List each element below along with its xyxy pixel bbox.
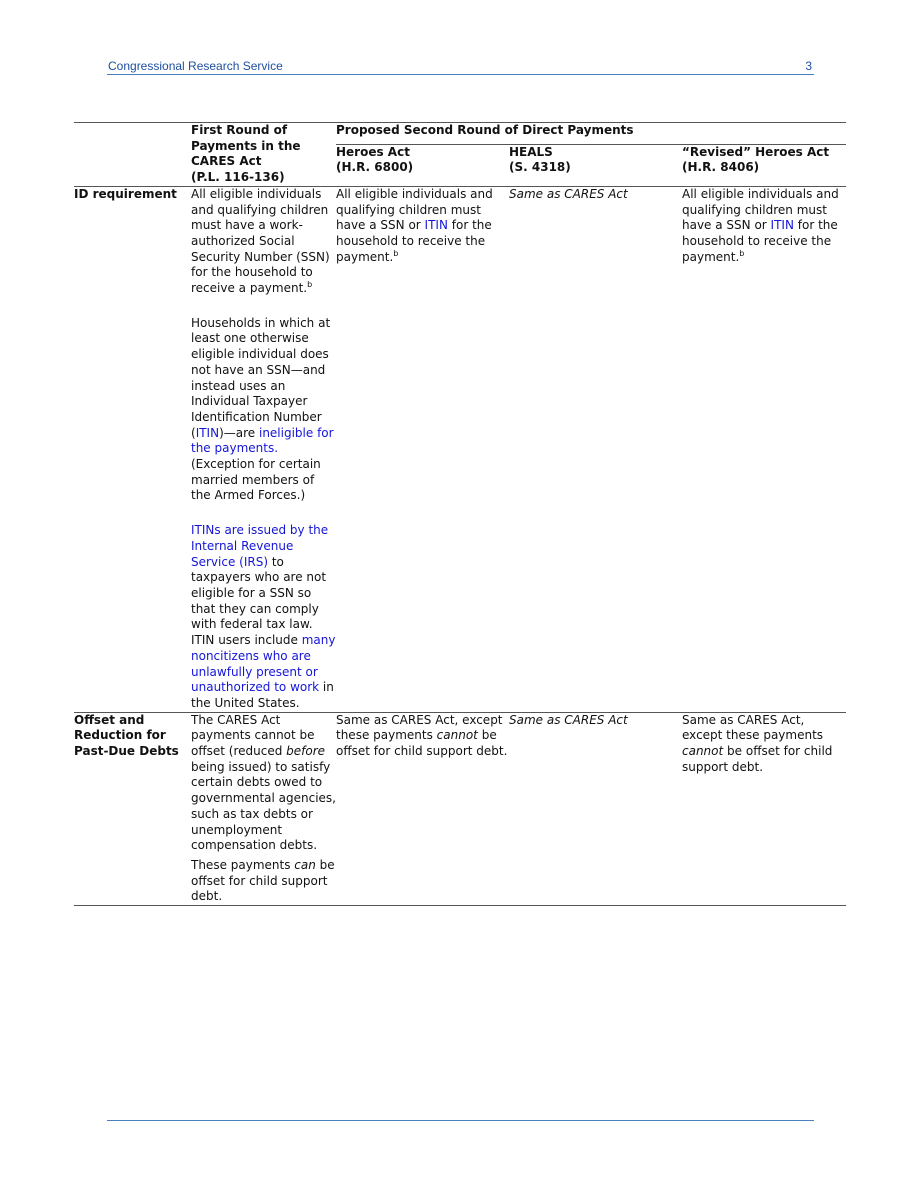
revised-offset-text: Same as CARES Act, except these payments xyxy=(682,712,824,743)
cell-heals-id: Same as CARES Act xyxy=(509,186,682,712)
noncitizens-link[interactable]: many noncitizens who are unlawfully present or unauthorized to work xyxy=(191,633,336,695)
cell-cares-id xyxy=(191,186,336,712)
header-first-round xyxy=(191,123,336,187)
cell-revised-id xyxy=(682,186,846,712)
heroes-offset-text: be offset for child support debt. xyxy=(336,728,508,759)
footnote-b: b xyxy=(393,248,399,258)
first-round-law: (P.L. 116-136) xyxy=(191,170,285,185)
footnote-b: b xyxy=(307,280,313,290)
cares-offset-text: These payments xyxy=(191,857,295,872)
heals-bill: (S. 4318) xyxy=(509,160,571,175)
cell-heals-offset: Same as CARES Act xyxy=(509,712,682,905)
itins-issued-link[interactable]: ITINs are issued by the Internal Revenue Service (IRS) xyxy=(191,523,329,569)
corner-header-cell xyxy=(74,123,191,187)
cell-heroes-id xyxy=(336,186,509,712)
cares-offset-text: being issued) to satisfy certain debts owed to governmental agencies, such as tax debts or unemployment compensation debts. xyxy=(191,759,336,853)
revised-id-text: for the household to receive the payment. xyxy=(682,218,838,264)
emphasis-text: can xyxy=(294,857,316,872)
itin-link[interactable]: ITIN xyxy=(195,425,220,440)
heroes-offset-text: Same as CARES Act, except these payments xyxy=(336,712,503,743)
cares-id-text: All eligible individuals and qualifying children must have a work-authorized Social Security Number (SSN) for the household to receive a payment. xyxy=(191,186,330,296)
cares-id-text: )—are xyxy=(219,425,259,440)
heroes-id-text: All eligible individuals and qualifying children must have a SSN or xyxy=(336,186,493,233)
table-row-offset xyxy=(74,712,846,905)
header-heroes-act xyxy=(336,144,509,186)
emphasis-text: cannot xyxy=(682,744,724,759)
cares-offset-text: be offset for child support debt. xyxy=(191,857,335,904)
table-row-id-requirement xyxy=(74,186,846,712)
direct-payments-comparison-table xyxy=(74,122,846,906)
cares-id-text: in the United States. xyxy=(191,680,334,710)
cares-id-text: Households in which at least one otherwise eligible individual does not have an SSN—and instead uses an Individual Taxpayer Identification Number ( xyxy=(191,315,331,440)
heroes-name: Heroes Act xyxy=(336,144,410,159)
revised-offset-text: be offset for child support debt. xyxy=(682,744,833,774)
header-revised-heroes-act xyxy=(682,144,846,186)
heroes-id-text: for the household to receive the payment. xyxy=(336,218,492,264)
footer-rule xyxy=(107,1120,814,1121)
emphasis-text: before xyxy=(286,744,326,759)
first-round-label: First Round of Payments in the CARES Act xyxy=(191,123,301,169)
row-label-id-requirement: ID requirement xyxy=(74,186,191,712)
ineligible-link[interactable]: ineligible for the payments. xyxy=(191,425,334,456)
header-heals xyxy=(509,144,682,186)
header-proposed-second-round: Proposed Second Round of Direct Payments xyxy=(336,123,846,145)
cares-offset-text: The CARES Act payments cannot be offset (reduced xyxy=(191,712,315,759)
page-header xyxy=(107,58,814,75)
cell-revised-offset xyxy=(682,712,846,905)
cares-id-text: to taxpayers who are not eligible for a SSN so that they can comply with federal tax law. ITIN users include xyxy=(191,554,327,648)
cell-heroes-offset xyxy=(336,712,509,905)
cares-id-text: (Exception for certain married members of the Armed Forces.) xyxy=(191,457,321,503)
revised-bill: (H.R. 8406) xyxy=(682,160,760,175)
page-number: 3 xyxy=(805,59,812,73)
footnote-b: b xyxy=(739,248,745,258)
emphasis-text: cannot xyxy=(436,728,478,743)
revised-name: “Revised” Heroes Act xyxy=(682,144,830,159)
header-title: Congressional Research Service xyxy=(108,59,283,73)
heroes-bill: (H.R. 6800) xyxy=(336,160,414,175)
row-label-offset: Offset and Reduction for Past-Due Debts xyxy=(74,712,191,905)
revised-id-text: All eligible individuals and qualifying children must have a SSN or xyxy=(682,186,839,233)
heals-name: HEALS xyxy=(509,144,553,159)
itin-link[interactable]: ITIN xyxy=(424,218,448,233)
cell-cares-offset xyxy=(191,712,336,905)
itin-link[interactable]: ITIN xyxy=(770,218,794,233)
